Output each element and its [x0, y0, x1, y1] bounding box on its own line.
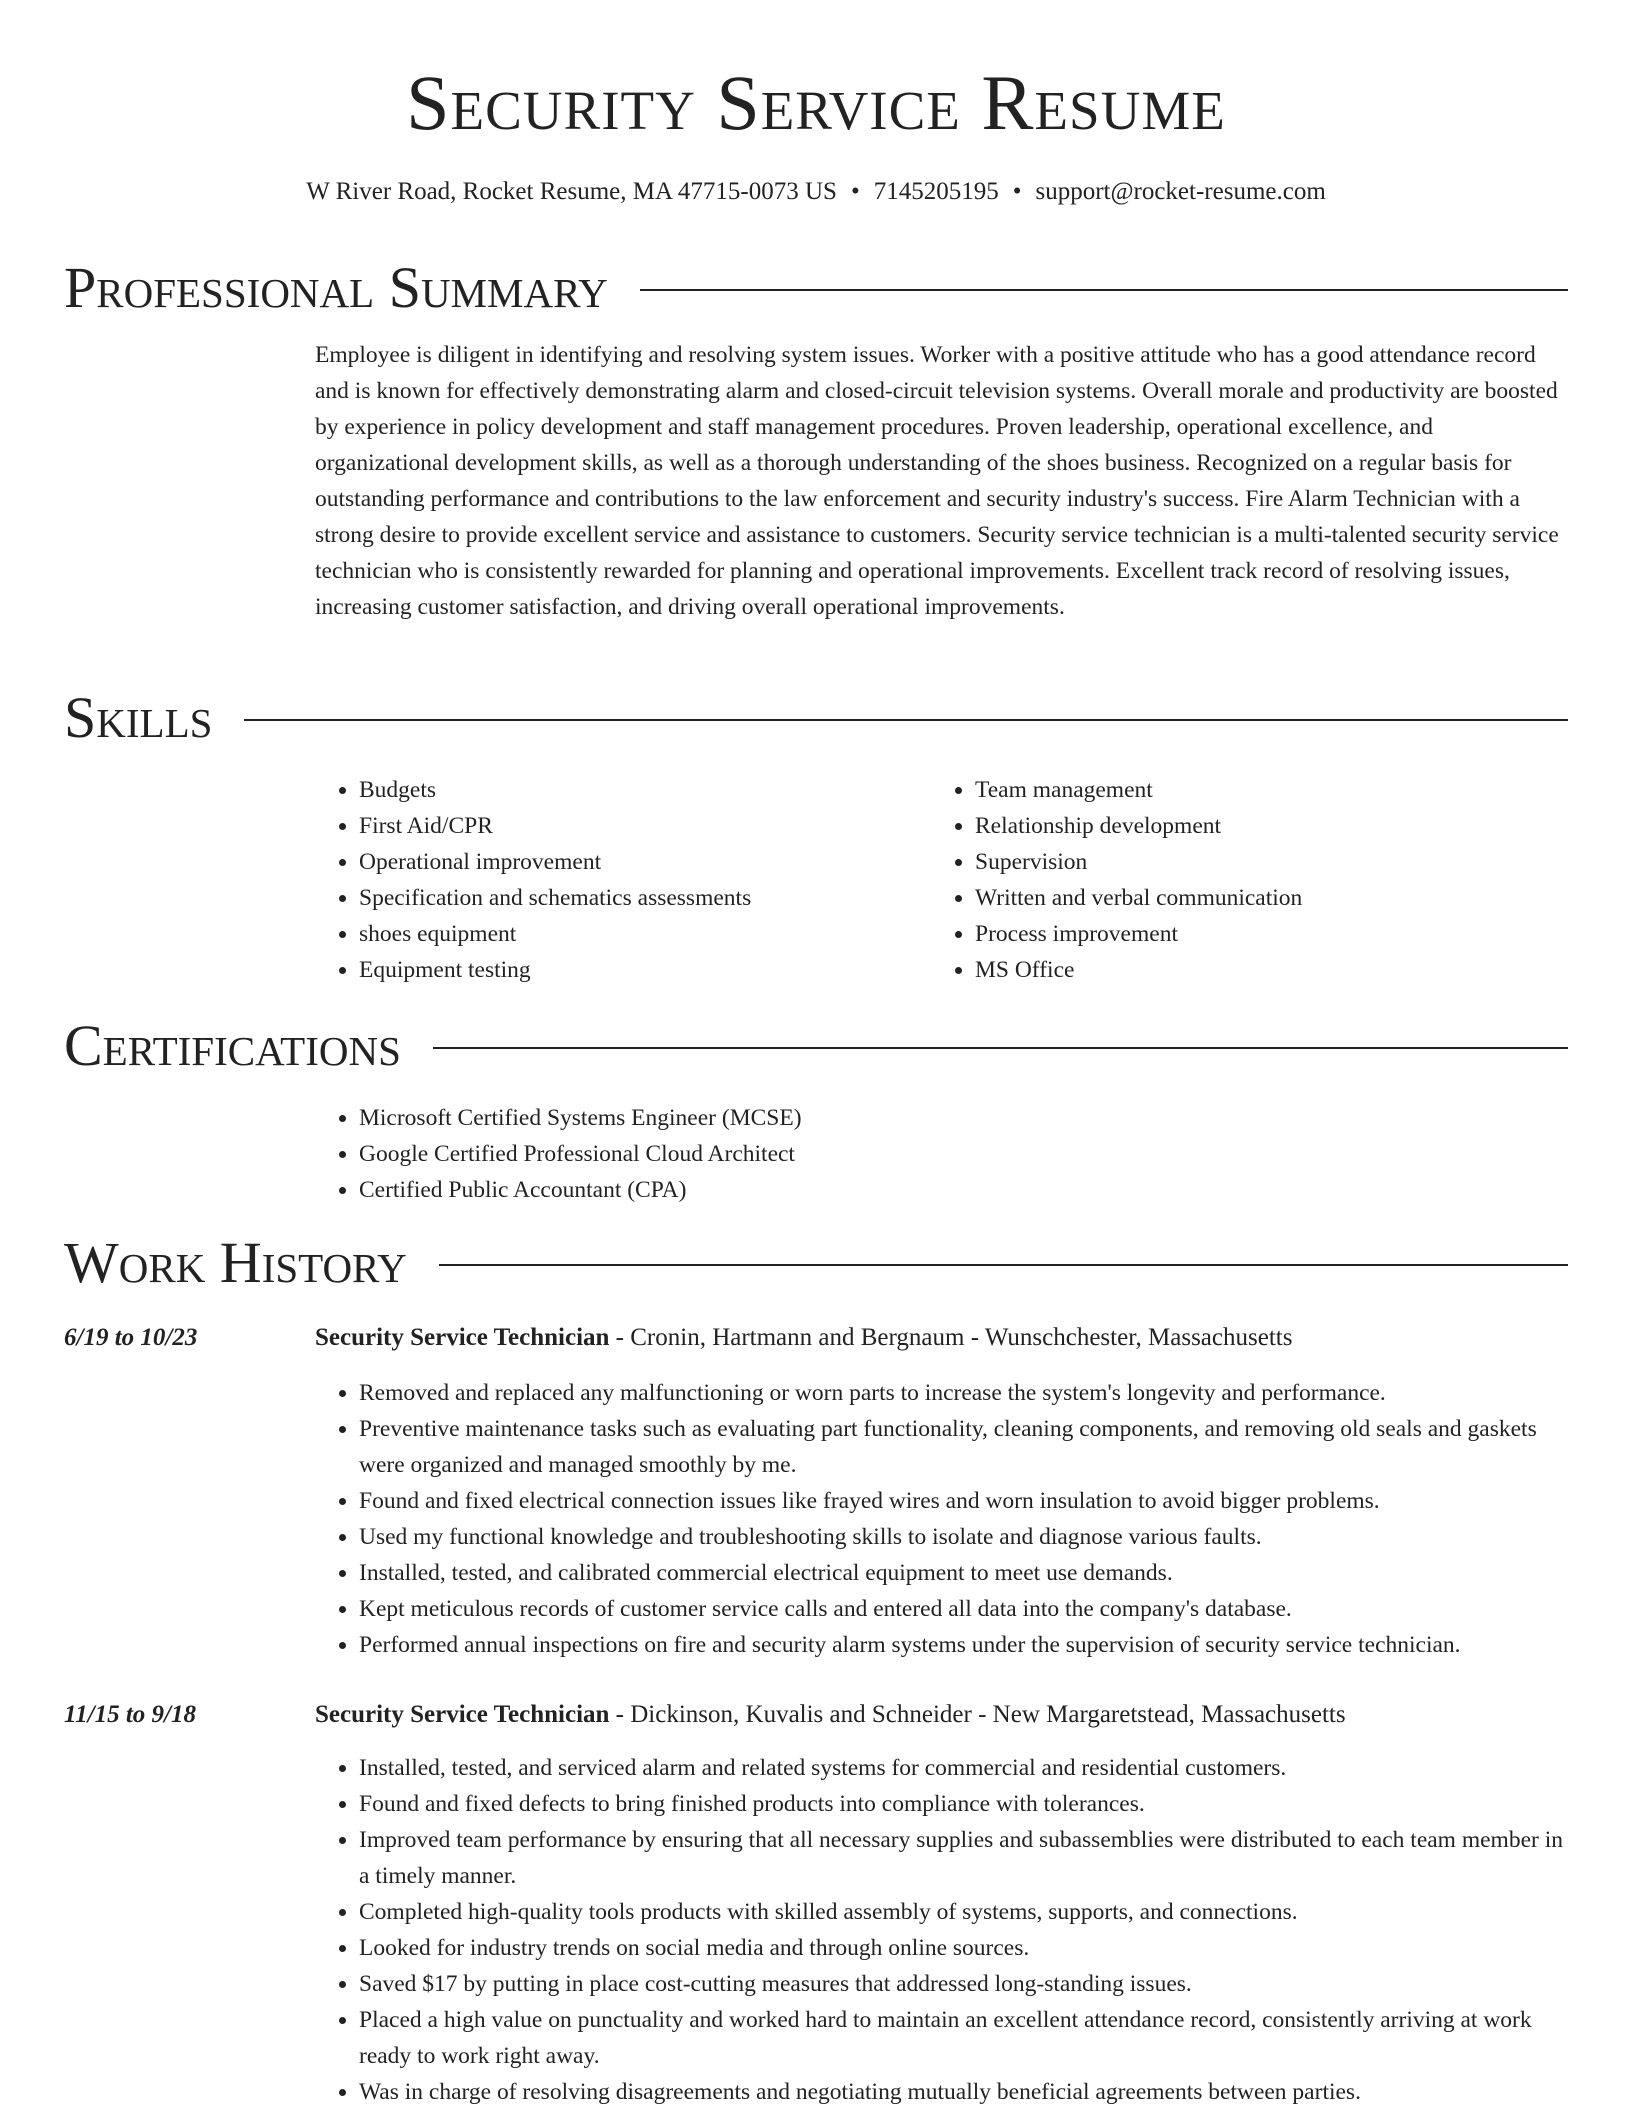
certification-item: • Google Certified Professional Cloud Architect: [359, 1136, 1571, 1172]
resume-title: Security Service Resume: [406, 59, 1226, 146]
job-bullet: • Placed a high value on punctuality and worked hard to maintain an excellent attendance record, consistently arriving at work ready to work right away.: [359, 2002, 1571, 2074]
skill-item: • Written and verbal communication: [975, 880, 1491, 916]
section-rule: [244, 719, 1568, 721]
skill-item: • Team management: [975, 772, 1491, 808]
job-bullet: • Improved team performance by ensuring that all necessary supplies and subassemblies were distributed to each team member in a timely manner.: [359, 1822, 1571, 1894]
contact-separator: •: [1012, 178, 1022, 205]
section-heading: Skills: [64, 685, 213, 750]
job-heading: [315, 1320, 1575, 1356]
certification-item: • Microsoft Certified Systems Engineer (MCSE): [359, 1100, 1571, 1136]
job-dates: 6/19 to 10/23: [64, 1324, 198, 1351]
skill-item: • Budgets: [359, 772, 875, 808]
skill-item: • Process improvement: [975, 916, 1491, 952]
contact-separator: •: [850, 178, 860, 205]
summary-text: Employee is diligent in identifying and resolving system issues. Worker with a positive attitude who has a good attendance record and is known for effectively demonstrating alarm and closed-circuit television systems. Overall morale and productivity are boosted by experience in policy development and staff management procedures. Proven leadership, operational excellence, and organizational development skills, as well as a thorough understanding of the shoes business. Recognized on a regular basis for outstanding performance and contributions to the law enforcement and security industry's success. Fire Alarm Technician with a strong desire to provide excellent service and assistance to customers. Security service technician is a multi-talented security service technician who is consistently rewarded for planning and operational improvements. Excellent track record of resolving issues, increasing customer satisfaction, and driving overall operational improvements.: [315, 342, 1559, 620]
job-title: Security Service Technician: [315, 1701, 610, 1728]
section-skills: [64, 683, 1568, 753]
job-bullet: • Was in charge of resolving disagreements and negotiating mutually beneficial agreements between parties.: [359, 2074, 1571, 2110]
job-bullet: • Looked for industry trends on social media and through online sources.: [359, 1930, 1571, 1966]
email: support@rocket-resume.com: [1035, 178, 1326, 205]
section-work-history: [64, 1228, 1568, 1298]
job-title: Security Service Technician: [315, 1324, 610, 1351]
skill-item: • Equipment testing: [359, 952, 875, 988]
job-dates: 11/15 to 9/18: [64, 1701, 196, 1728]
skill-item: • Operational improvement: [359, 844, 875, 880]
job-bullet: • Completed high-quality tools products with skilled assembly of systems, supports, and connections.: [359, 1894, 1571, 1930]
section-rule: [433, 1047, 1568, 1049]
certification-item: • Certified Public Accountant (CPA): [359, 1172, 1571, 1208]
certifications-list: [315, 1100, 1571, 1208]
job-bullets: [315, 1750, 1571, 2110]
skill-item: • Relationship development: [975, 808, 1491, 844]
job-bullet: • Used my functional knowledge and troubleshooting skills to isolate and diagnose various faults.: [359, 1519, 1571, 1555]
section-heading: Professional Summary: [64, 255, 608, 320]
skill-item: • Specification and schematics assessments: [359, 880, 875, 916]
job-bullet: • Saved $17 by putting in place cost-cutting measures that addressed long-standing issues.: [359, 1966, 1571, 2002]
job-bullet: • Kept meticulous records of customer service calls and entered all data into the company's database.: [359, 1591, 1571, 1627]
section-rule: [640, 289, 1568, 291]
job-employer: - Dickinson, Kuvalis and Schneider - New Margaretstead, Massachusetts: [609, 1701, 1346, 1728]
section-professional-summary: [64, 253, 1568, 323]
skills-column-left: [315, 772, 875, 988]
skill-item: • Supervision: [975, 844, 1491, 880]
job-bullet: • Found and fixed defects to bring finished products into compliance with tolerances.: [359, 1786, 1571, 1822]
section-heading: Certifications: [64, 1013, 401, 1078]
skills-column-right: [931, 772, 1491, 988]
section-rule: [439, 1264, 1568, 1266]
address: W River Road, Rocket Resume, MA 47715-0073 US: [306, 178, 837, 205]
job-employer: - Cronin, Hartmann and Bergnaum - Wunschchester, Massachusetts: [609, 1324, 1293, 1351]
contact-line: [0, 175, 1632, 209]
job-bullet: • Removed and replaced any malfunctioning or worn parts to increase the system's longevity and performance.: [359, 1375, 1571, 1411]
job-bullet: • Found and fixed electrical connection issues like frayed wires and worn insulation to avoid bigger problems.: [359, 1483, 1571, 1519]
section-heading: Work History: [64, 1230, 407, 1295]
job-bullet: • Performed annual inspections on fire and security alarm systems under the supervision of security service technician.: [359, 1627, 1571, 1663]
job-bullet: • Installed, tested, and calibrated commercial electrical equipment to meet use demands.: [359, 1555, 1571, 1591]
job-bullets: [315, 1375, 1571, 1663]
skill-item: • shoes equipment: [359, 916, 875, 952]
phone: 7145205195: [873, 178, 999, 205]
skill-item: • First Aid/CPR: [359, 808, 875, 844]
skill-item: • MS Office: [975, 952, 1491, 988]
section-certifications: [64, 1011, 1568, 1081]
job-heading: [315, 1697, 1575, 1733]
job-bullet: • Installed, tested, and serviced alarm and related systems for commercial and residential customers.: [359, 1750, 1571, 1786]
job-bullet: • Preventive maintenance tasks such as evaluating part functionality, cleaning components, and removing old seals and gaskets were organized and managed smoothly by me.: [359, 1411, 1571, 1483]
